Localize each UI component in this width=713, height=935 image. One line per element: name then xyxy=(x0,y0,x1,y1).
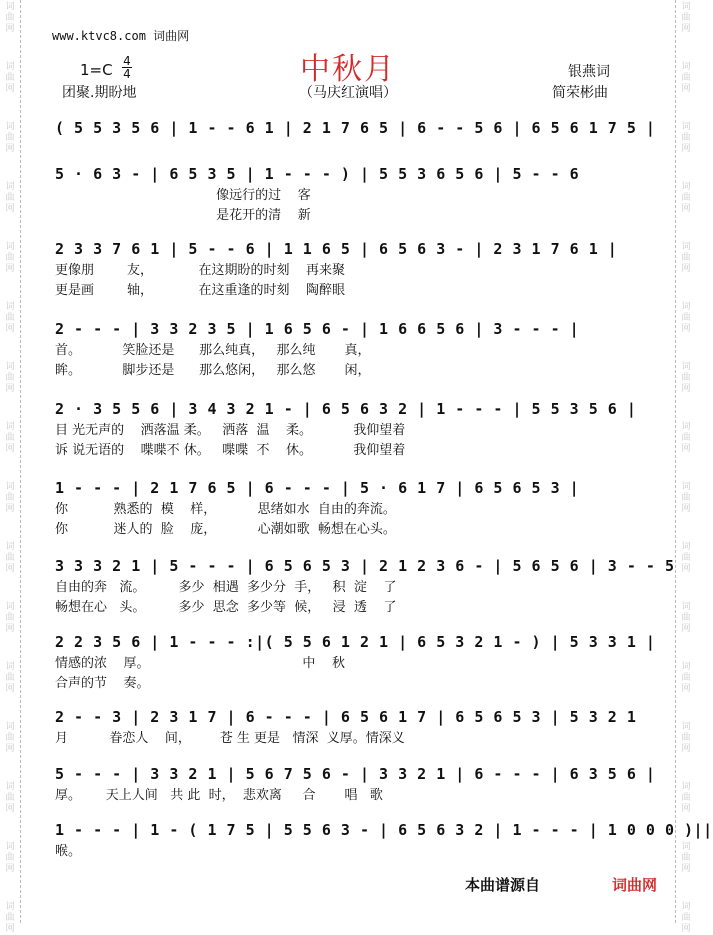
key-signature: 1=C xyxy=(80,61,113,79)
lyric-line: 月 眷恋人 间， 苍 生 更是 情深 义厚。情深义 xyxy=(55,731,405,746)
watermark-text: 词 曲 网 xyxy=(5,722,15,754)
watermark-text: 词 曲 网 xyxy=(5,182,15,214)
composer-credit: 简荣彬曲 xyxy=(552,85,608,101)
lyric-line: 情感的浓 厚。 中 秋 xyxy=(55,656,345,671)
score-system xyxy=(55,630,656,694)
notation-line: 3 3 3 2 1 | 5 - - - | 6 5 6 5 3 | 2 1 2 3 6 - | 5 6 5 6 | 3 - - 5 xyxy=(55,557,675,575)
singer-credit: （马庆红演唱） xyxy=(299,85,397,101)
left-watermark-strip xyxy=(0,0,21,934)
lyric-line: 首。 笑脸还是 那么纯真， 那么纯 真， xyxy=(55,343,371,358)
watermark-text: 词 曲 网 xyxy=(681,722,691,754)
score-system xyxy=(55,162,635,226)
lyric-line: 诉 说无语的 喋喋不 休。 喋喋 不 休。 我仰望着 xyxy=(55,443,406,458)
lyric-line: 是花开的清 新 xyxy=(55,208,311,223)
notation-line: 2 2 3 5 6 | 1 - - - :|( 5 5 6 1 2 1 | 6 5 3 2 1 - ) | 5 3 3 1 | xyxy=(55,633,656,651)
watermark-text: 词 曲 网 xyxy=(681,422,691,454)
watermark-text: 词 曲 网 xyxy=(681,662,691,694)
lyric-line: 你 迷人的 脸 庞， 心潮如歌 畅想在心头。 xyxy=(55,522,396,537)
watermark-text: 词 曲 网 xyxy=(681,2,691,34)
notation-line: 5 · 6 3 - | 6 5 3 5 | 1 - - - ) | 5 5 3 6 5 6 | 5 - - 6 xyxy=(55,165,580,183)
watermark-text: 词 曲 网 xyxy=(681,782,691,814)
watermark-text: 词 曲 网 xyxy=(5,662,15,694)
watermark-text: 词 曲 网 xyxy=(5,782,15,814)
notation-line: 2 - - 3 | 2 3 1 7 | 6 - - - | 6 5 6 1 7 | 6 5 6 5 3 | 5 3 2 1 xyxy=(55,708,637,726)
lyric-line: 像远行的过 客 xyxy=(55,188,311,203)
score-system xyxy=(55,317,635,381)
song-title: 中秋月 xyxy=(300,52,396,87)
right-watermark-strip xyxy=(675,0,696,934)
notation-line: 1 - - - | 1 - ( 1 7 5 | 5 5 6 3 - | 6 5 6 3 2 | 1 - - - | 1 0 0 0 )|| xyxy=(55,821,713,839)
watermark-text: 词 曲 网 xyxy=(5,242,15,274)
notation-line: 2 - - - | 3 3 2 3 5 | 1 6 5 6 - | 1 6 6 5 6 | 3 - - - | xyxy=(55,320,580,338)
footer-logo[interactable]: 词曲网 xyxy=(612,876,658,894)
watermark-text: 词 曲 网 xyxy=(681,362,691,394)
lyric-line: 你 熟悉的 模 样， 思绪如水 自由的奔流。 xyxy=(55,502,396,517)
time-signature xyxy=(122,55,132,80)
watermark-text: 词 曲 网 xyxy=(681,602,691,634)
watermark-text: 词 曲 网 xyxy=(5,122,15,154)
lyric-line: 眸。 脚步还是 那么悠闲， 那么悠 闲， xyxy=(55,363,371,378)
watermark-text: 词 曲 网 xyxy=(681,482,691,514)
footer-source-label: 本曲谱源自 xyxy=(465,876,541,894)
notation-line: 2 3 3 7 6 1 | 5 - - 6 | 1 1 6 5 | 6 5 6 3 - | 2 3 1 7 6 1 | xyxy=(55,240,618,258)
watermark-text: 词 曲 网 xyxy=(681,122,691,154)
watermark-text: 词 曲 网 xyxy=(5,62,15,94)
watermark-text: 词 曲 网 xyxy=(5,902,15,934)
score-system xyxy=(55,116,656,140)
watermark-text: 词 曲 网 xyxy=(5,362,15,394)
site-url[interactable]: www.ktvc8.com 词曲网 xyxy=(52,29,190,43)
lyricist-credit: 银燕词 xyxy=(568,64,610,80)
watermark-text: 词 曲 网 xyxy=(681,542,691,574)
score-system xyxy=(55,762,656,806)
watermark-text: 词 曲 网 xyxy=(5,842,15,874)
watermark-text: 词 曲 网 xyxy=(5,602,15,634)
watermark-text: 词 曲 网 xyxy=(5,482,15,514)
notation-line: 2 · 3 5 5 6 | 3 4 3 2 1 - | 6 5 6 3 2 | 1 - - - | 5 5 3 5 6 | xyxy=(55,400,637,418)
watermark-text: 词 曲 网 xyxy=(681,182,691,214)
lyric-line: 自由的奔 流。 多少 相遇 多少分 手， 积 淀 了 xyxy=(55,580,397,595)
lyric-line: 更像朋 友， 在这期盼的时刻 再来聚 xyxy=(55,263,346,278)
watermark-text: 词 曲 网 xyxy=(5,2,15,34)
watermark-text: 词 曲 网 xyxy=(5,422,15,454)
meter-top: 4 xyxy=(123,54,131,68)
watermark-text: 词 曲 网 xyxy=(5,302,15,334)
watermark-text: 词 曲 网 xyxy=(681,302,691,334)
lyric-line: 厚。 天上人间 共 此 时， 悲欢离 合 唱 歌 xyxy=(55,788,383,803)
notation-line: ( 5 5 3 5 6 | 1 - - 6 1 | 2 1 7 6 5 | 6 - - 5 6 | 6 5 6 1 7 5 | xyxy=(55,119,656,137)
score-system xyxy=(55,554,675,618)
lyric-line: 畅想在心 头。 多少 思念 多少等 候， 浸 透 了 xyxy=(55,600,397,615)
lyric-line: 喉。 xyxy=(55,844,82,859)
score-system xyxy=(55,476,635,540)
score-system xyxy=(55,237,635,301)
score-system xyxy=(55,705,635,749)
watermark-text: 词 曲 网 xyxy=(681,62,691,94)
lyric-line: 目 光无声的 洒落温 柔。 洒落 温 柔。 我仰望着 xyxy=(55,423,406,438)
lyric-line: 更是画 轴， 在这重逢的时刻 陶醉眼 xyxy=(55,283,346,298)
watermark-text: 词 曲 网 xyxy=(681,242,691,274)
tempo-marking: 团聚.期盼地 xyxy=(62,85,137,101)
notation-line: 5 - - - | 3 3 2 1 | 5 6 7 5 6 - | 3 3 2 1 | 6 - - - | 6 3 5 6 | xyxy=(55,765,656,783)
notation-line: 1 - - - | 2 1 7 6 5 | 6 - - - | 5 · 6 1 7 | 6 5 6 5 3 | xyxy=(55,479,580,497)
score-system xyxy=(55,397,635,461)
lyric-line: 合声的节 奏。 xyxy=(55,676,150,691)
watermark-text: 词 曲 网 xyxy=(681,902,691,934)
watermark-text: 词 曲 网 xyxy=(681,842,691,874)
meter-bottom: 4 xyxy=(123,67,131,81)
watermark-text: 词 曲 网 xyxy=(5,542,15,574)
